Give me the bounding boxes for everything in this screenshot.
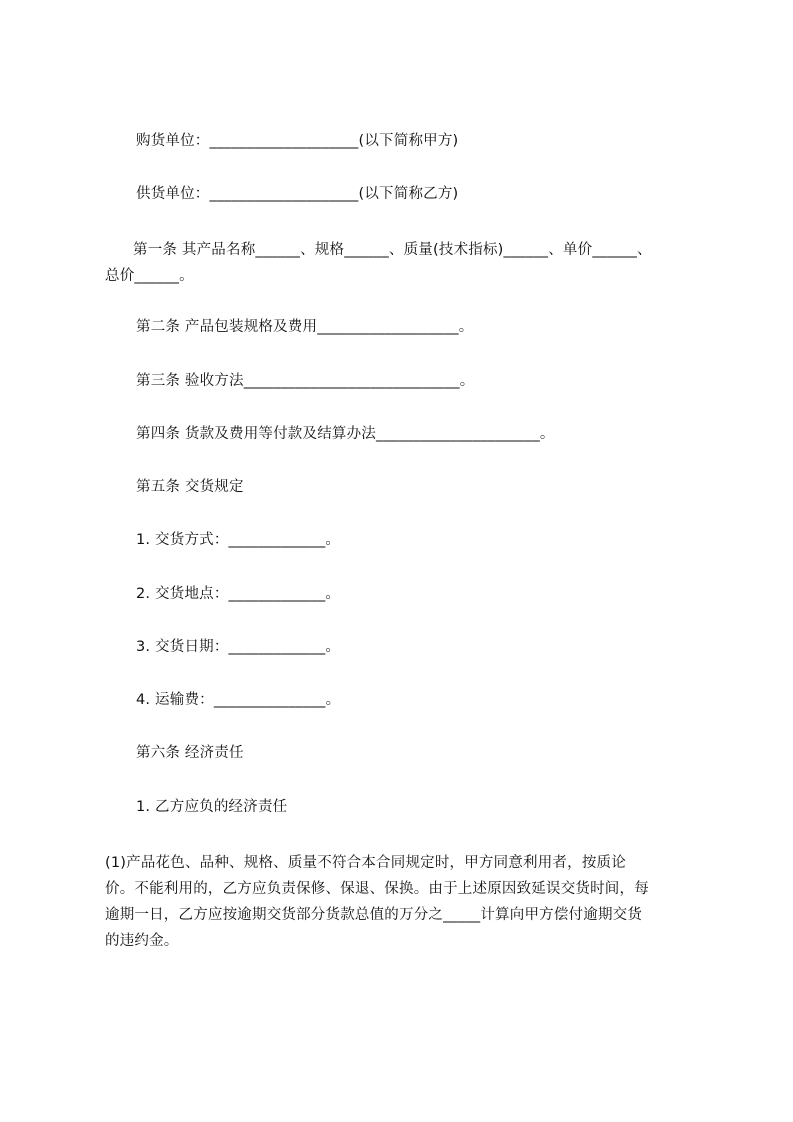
article-5-item-2: 2. 交货地点：_____________。 <box>136 586 341 602</box>
article-2: 第二条 产品包装规格及费用___________________。 <box>136 319 474 335</box>
clause-line-3: 逾期一日，乙方应按逾期交货部分货款总值的万分之_____计算向甲方偿付逾期交货 <box>105 907 643 923</box>
article-3: 第三条 验收方法_____________________________。 <box>136 373 475 389</box>
article-6-sub-1-title: 1. 乙方应负的经济责任 <box>136 799 288 815</box>
article-5-item-1: 1. 交货方式：_____________。 <box>136 532 341 548</box>
clause-line-4: 的违约金。 <box>105 933 179 949</box>
article-5-title: 第五条 交货规定 <box>136 479 244 495</box>
article-5-item-4: 4. 运输费：_______________。 <box>136 692 341 708</box>
buyer-line: 购货单位：____________________(以下简称甲方) <box>136 133 459 149</box>
article-6-title: 第六条 经济责任 <box>136 745 244 761</box>
article-1-line-1: 第一条 其产品名称______、规格______、质量(技术指标)______、单价______、 <box>133 242 652 258</box>
clause-line-1: (1)产品花色、品种、规格、质量不符合本合同规定时，甲方同意利用者，按质论 <box>105 855 626 871</box>
clause-line-2: 价。不能利用的，乙方应负责保修、保退、保换。由于上述原因致延误交货时间，每 <box>105 881 649 897</box>
article-6-sub-1-item-1 <box>105 850 705 954</box>
article-5-item-3: 3. 交货日期：_____________。 <box>136 639 341 655</box>
article-1-line-2: 总价______。 <box>105 268 194 284</box>
seller-line: 供货单位：____________________(以下简称乙方) <box>136 186 459 202</box>
article-1 <box>105 237 705 289</box>
article-4: 第四条 货款及费用等付款及结算办法______________________。 <box>136 426 555 442</box>
